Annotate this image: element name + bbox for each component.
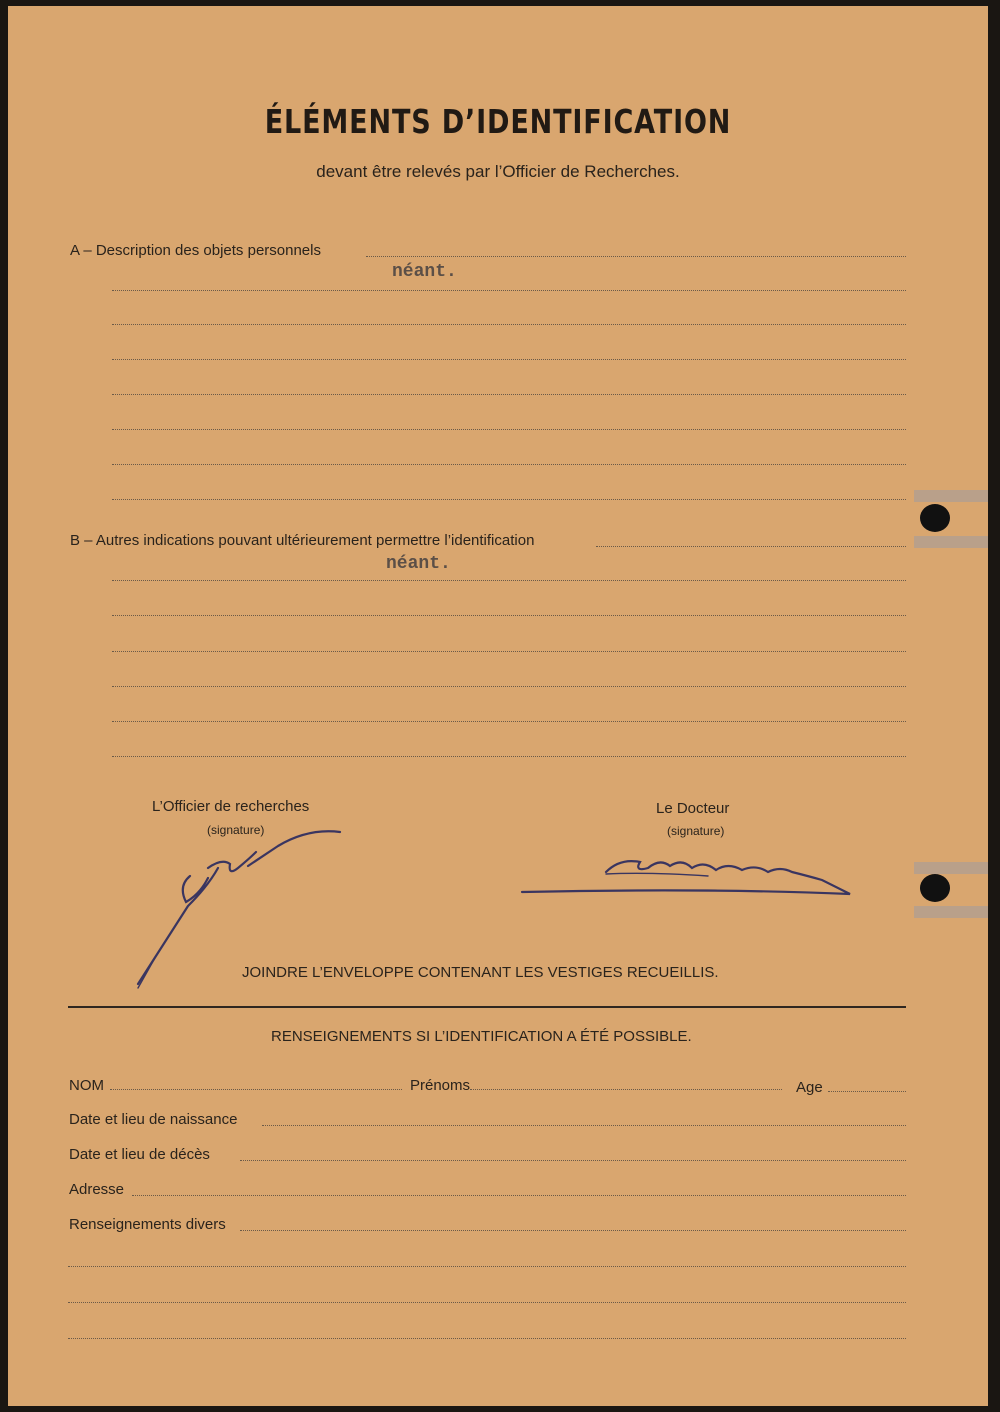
handwritten-signatures: [8, 6, 988, 1006]
form-title: ÉLÉMENTS D’IDENTIFICATION: [264, 102, 732, 141]
section-a-label: A – Description des objets personnels: [70, 242, 321, 259]
field-prenoms-line[interactable]: [470, 1089, 782, 1090]
officer-caption: (signature): [207, 823, 265, 837]
field-naissance-label: Date et lieu de naissance: [69, 1111, 238, 1128]
field-naissance-line[interactable]: [262, 1125, 906, 1126]
envelope-note: JOINDRE L’ENVELOPPE CONTENANT LES VESTIGES RECUEILLIS.: [242, 964, 719, 981]
officer-signature: [138, 831, 340, 984]
doctor-signature: [522, 861, 850, 894]
field-adresse-line[interactable]: [132, 1195, 906, 1196]
binding-tab-bottom-2: [914, 906, 988, 918]
field-prenoms-label: Prénoms: [410, 1077, 471, 1094]
doctor-title: Le Docteur: [656, 800, 730, 817]
field-nom-line[interactable]: [110, 1089, 402, 1090]
section-b-label: B – Autres indications pouvant ultérieurement permettre l’identification: [70, 532, 535, 549]
field-deces-label: Date et lieu de décès: [69, 1146, 210, 1163]
form-sheet: [8, 6, 988, 1406]
section-divider: [68, 1006, 906, 1008]
form-subtitle: devant être relevés par l’Officier de Recherches.: [316, 162, 680, 181]
field-divers-line-3[interactable]: [68, 1302, 906, 1303]
binding-tab-top: [914, 490, 988, 502]
section-b-value: néant.: [386, 554, 451, 574]
punch-hole-top: [920, 504, 950, 532]
doctor-caption: (signature): [667, 824, 725, 838]
officer-title: L’Officier de recherches: [152, 798, 310, 815]
section-a-value: néant.: [392, 262, 457, 282]
field-divers-line-2[interactable]: [68, 1266, 906, 1267]
field-divers-label: Renseignements divers: [69, 1216, 226, 1233]
info-heading: RENSEIGNEMENTS SI L’IDENTIFICATION A ÉTÉ POSSIBLE.: [271, 1028, 692, 1045]
binding-tab-bottom: [914, 862, 988, 874]
officer-signature-tail: [138, 956, 156, 988]
field-nom-label: NOM: [69, 1077, 104, 1094]
field-adresse-label: Adresse: [69, 1181, 125, 1198]
punch-hole-bottom: [920, 874, 950, 902]
field-age-label: Age: [796, 1079, 823, 1096]
field-divers-line-4[interactable]: [68, 1338, 906, 1339]
binding-tab-top-2: [914, 536, 988, 548]
field-divers-line-1[interactable]: [240, 1230, 906, 1231]
field-age-line[interactable]: [828, 1091, 906, 1092]
field-deces-line[interactable]: [240, 1160, 906, 1161]
